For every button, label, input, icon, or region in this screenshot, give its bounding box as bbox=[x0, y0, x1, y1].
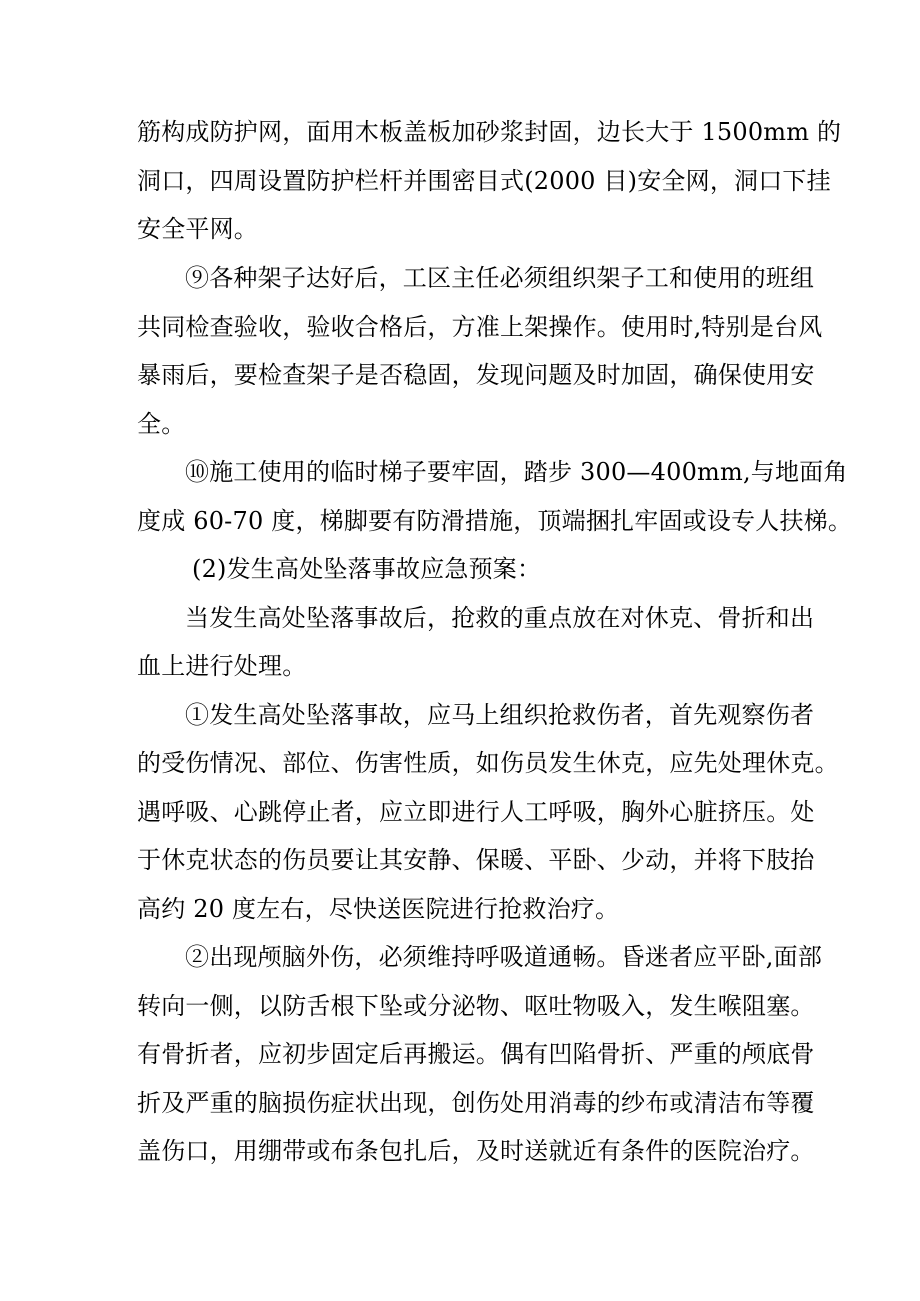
text-line: 高约 20 度左右，尽快送医院进行抢救治疗。 bbox=[137, 895, 620, 923]
text-line: 折及严重的脑损伤症状出现，创伤处用消毒的纱布或清洁布等覆 bbox=[137, 1089, 815, 1117]
text-line: 盖伤口，用绷带或布条包扎后，及时送就近有条件的医院治疗。 bbox=[137, 1137, 815, 1165]
section-heading: (2)发生高处坠落事故应急预案： bbox=[192, 555, 542, 583]
text-line: 当发生高处坠落事故后，抢救的重点放在对休克、骨折和出 bbox=[185, 604, 815, 632]
text-line: ②出现颅脑外伤，必须维持呼吸道通畅。昏迷者应平卧,面部 bbox=[185, 943, 823, 971]
text-line: 有骨折者，应初步固定后再搬运。偶有凹陷骨折、严重的颅底骨 bbox=[137, 1040, 815, 1068]
text-line: 于休克状态的伤员要让其安静、保暖、平卧、少动，并将下肢抬 bbox=[137, 846, 815, 874]
text-line: 遇呼吸、心跳停止者，应立即进行人工呼吸，胸外心脏挤压。处 bbox=[137, 798, 815, 826]
text-line: ①发生高处坠落事故，应马上组织抢救伤者，首先观察伤者 bbox=[185, 701, 815, 729]
text-line: 安全平网。 bbox=[137, 215, 258, 243]
text-line: 全。 bbox=[137, 410, 186, 438]
text-line: 暴雨后，要检查架子是否稳固，发现问题及时加固，确保使用安 bbox=[137, 361, 815, 389]
text-line: 度成 60-70 度，梯脚要有防滑措施，顶端捆扎牢固或设专人扶梯。 bbox=[137, 507, 853, 535]
text-line: ⑩施工使用的临时梯子要牢固，踏步 300—400mm,与地面角 bbox=[185, 458, 848, 486]
text-line: 血上进行处理。 bbox=[137, 652, 307, 680]
text-line: 的受伤情况、部位、伤害性质，如伤员发生休克，应先处理休克。 bbox=[137, 749, 839, 777]
text-line: 转向一侧，以防舌根下坠或分泌物、呕吐物吸入，发生喉阻塞。 bbox=[137, 992, 815, 1020]
text-line: 洞口，四周设置防护栏杆并围密目式(2000 目)安全网，洞口下挂 bbox=[137, 167, 831, 195]
text-line: 筋构成防护网，面用木板盖板加砂浆封固，边长大于 1500mm 的 bbox=[137, 118, 842, 146]
text-line: 共同检查验收，验收合格后，方准上架操作。使用时,特别是台风 bbox=[137, 313, 823, 341]
text-line: ⑨各种架子达好后，工区主任必须组织架子工和使用的班组 bbox=[185, 264, 815, 292]
